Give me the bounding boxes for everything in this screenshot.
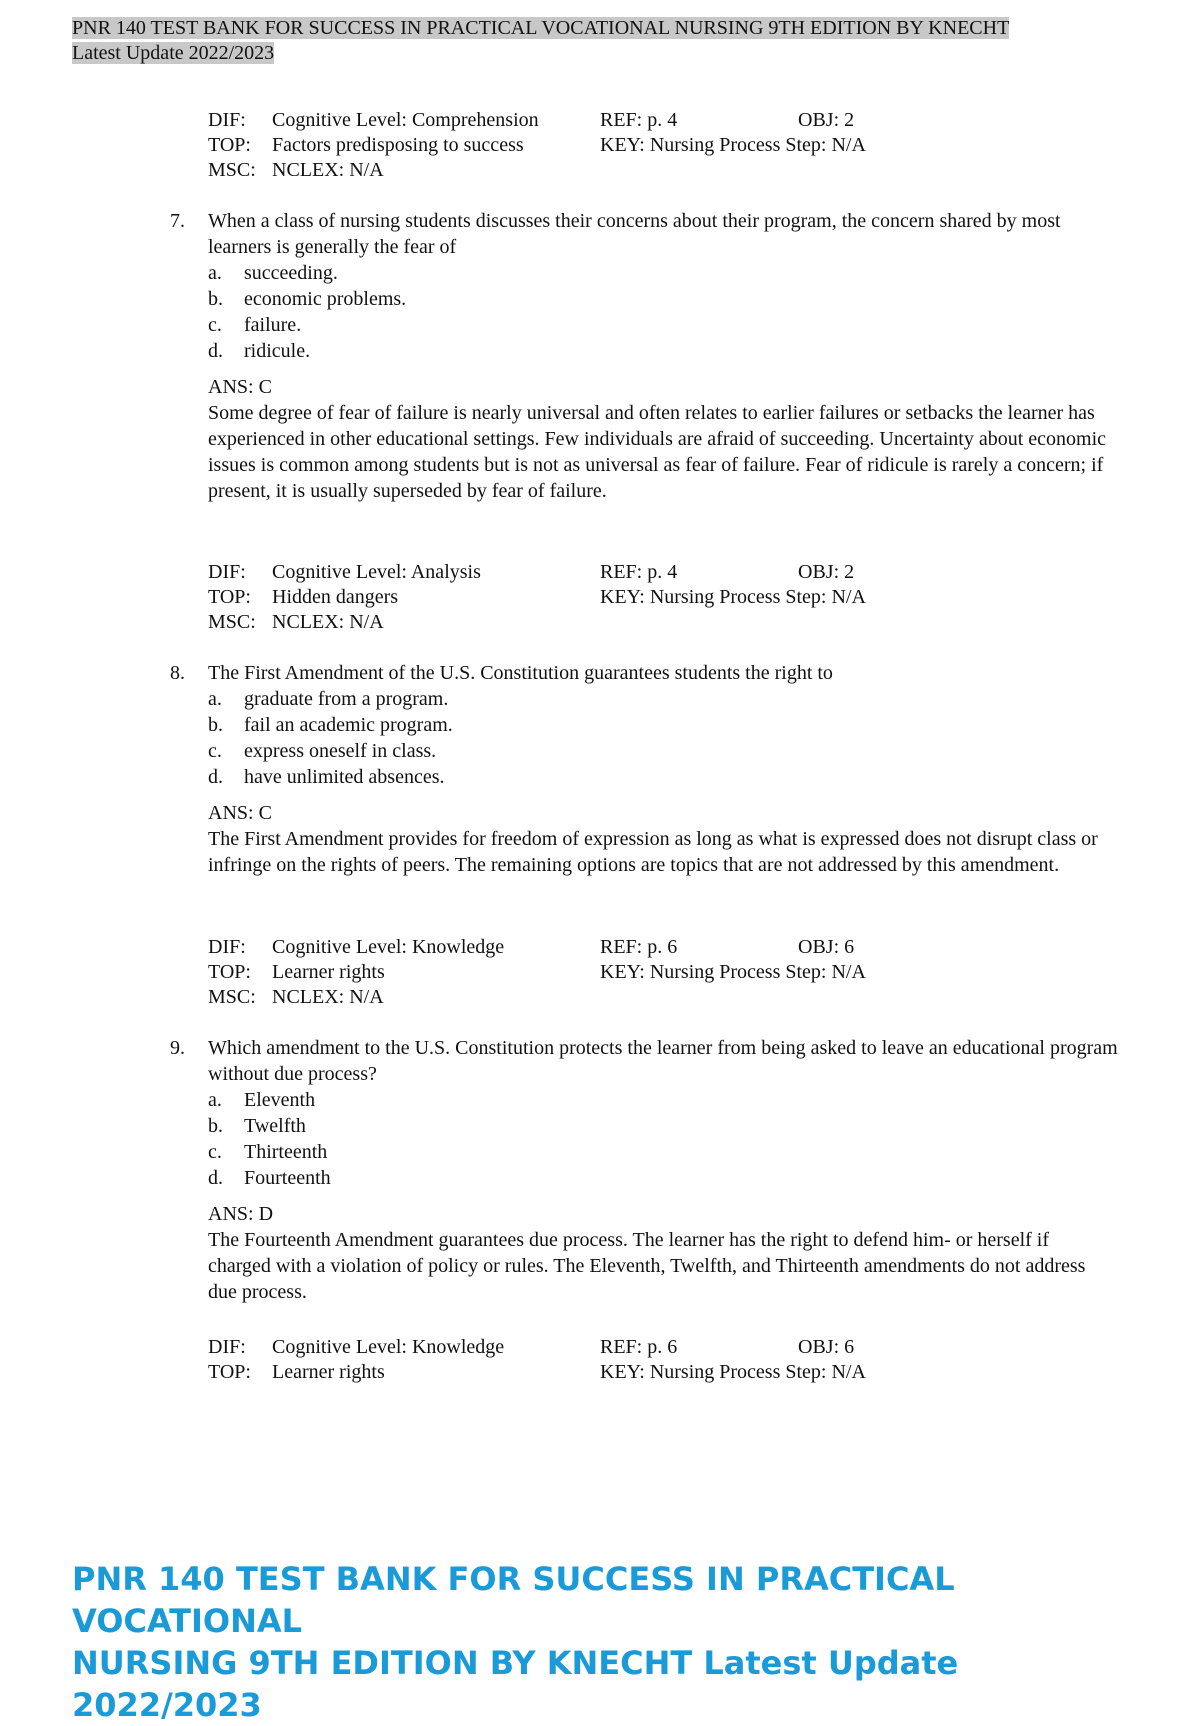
- option-c: [208, 738, 1120, 764]
- option-letter: a.: [208, 1089, 222, 1111]
- dif-value: Cognitive Level: Analysis: [272, 561, 481, 583]
- top-label: TOP:: [208, 961, 251, 983]
- option-text: express oneself in class.: [244, 740, 437, 762]
- dif-label: DIF:: [208, 109, 246, 131]
- option-letter: d.: [208, 766, 223, 788]
- option-text: Fourteenth: [244, 1167, 331, 1189]
- top-label: TOP:: [208, 586, 251, 608]
- ref-value: REF: p. 4: [600, 561, 678, 583]
- ref-value: REF: p. 6: [600, 936, 678, 958]
- answer-key: ANS: C: [208, 376, 272, 398]
- key-value: KEY: Nursing Process Step: N/A: [600, 961, 866, 983]
- obj-value: OBJ: 2: [798, 109, 855, 131]
- key-value: KEY: Nursing Process Step: N/A: [600, 1361, 866, 1383]
- option-list: [170, 1087, 1120, 1191]
- option-letter: c.: [208, 1141, 222, 1163]
- obj-value: OBJ: 2: [798, 561, 855, 583]
- question-8: [170, 660, 1120, 878]
- top-label: TOP:: [208, 134, 251, 156]
- option-text: ridicule.: [244, 340, 311, 362]
- option-letter: d.: [208, 1167, 223, 1189]
- question-number: 9.: [170, 1037, 185, 1059]
- option-d: [208, 1165, 1120, 1191]
- option-text: failure.: [244, 314, 302, 336]
- option-b: [208, 712, 1120, 738]
- option-letter: a.: [208, 688, 222, 710]
- question-7: [170, 208, 1120, 504]
- question-stem: [170, 1035, 1120, 1087]
- option-text: succeeding.: [244, 262, 338, 284]
- dif-value: Cognitive Level: Knowledge: [272, 936, 505, 958]
- obj-value: OBJ: 6: [798, 1336, 855, 1358]
- obj-value: OBJ: 6: [798, 936, 855, 958]
- top-label: TOP:: [208, 1361, 251, 1383]
- top-value: Learner rights: [272, 961, 385, 983]
- key-value: KEY: Nursing Process Step: N/A: [600, 586, 866, 608]
- option-letter: b.: [208, 1115, 223, 1137]
- footer-banner-line-2: NURSING 9TH EDITION BY KNECHT Latest Update 2022/2023: [72, 1644, 959, 1724]
- option-letter: c.: [208, 314, 222, 336]
- rationale-text: The First Amendment provides for freedom of expression as long as what is expressed does not disrupt class or infringe on the rights of peers. The remaining options are topics that are not addressed by this amendment.: [208, 828, 1098, 876]
- option-a: [208, 260, 1120, 286]
- dif-value: Cognitive Level: Comprehension: [272, 109, 539, 131]
- ref-value: REF: p. 4: [600, 109, 678, 131]
- option-d: [208, 338, 1120, 364]
- option-letter: b.: [208, 288, 223, 310]
- option-text: Eleventh: [244, 1089, 316, 1111]
- option-b: [208, 286, 1120, 312]
- msc-value: NCLEX: N/A: [272, 159, 384, 181]
- top-value: Hidden dangers: [272, 586, 399, 608]
- dif-value: Cognitive Level: Knowledge: [272, 1336, 505, 1358]
- option-text: Thirteenth: [244, 1141, 328, 1163]
- option-letter: c.: [208, 740, 222, 762]
- msc-label: MSC:: [208, 159, 256, 181]
- option-c: [208, 312, 1120, 338]
- option-a: [208, 686, 1120, 712]
- rationale-text: Some degree of fear of failure is nearly universal and often relates to earlier failures or setbacks the learner has experienced in other educational settings. Few individuals are afraid of succeeding. Uncertainty about economic issues is common among students but is not as universal as fear of failure. Fear of ridicule is rarely a concern; if present, it is usually superseded by fear of failure.: [208, 402, 1107, 502]
- option-c: [208, 1139, 1120, 1165]
- option-text: graduate from a program.: [244, 688, 449, 710]
- msc-label: MSC:: [208, 986, 256, 1008]
- option-letter: d.: [208, 340, 223, 362]
- option-text: economic problems.: [244, 288, 407, 310]
- question-text: The First Amendment of the U.S. Constitution guarantees students the right to: [208, 662, 833, 684]
- question-9: [170, 1035, 1120, 1305]
- option-a: [208, 1087, 1120, 1113]
- question-number: 8.: [170, 662, 185, 684]
- dif-label: DIF:: [208, 936, 246, 958]
- msc-label: MSC:: [208, 611, 256, 633]
- rationale-text: The Fourteenth Amendment guarantees due process. The learner has the right to defend him- or herself if charged with a violation of policy or rules. The Eleventh, Twelfth, and Thirteenth amendments do not address due process.: [208, 1229, 1086, 1303]
- dif-label: DIF:: [208, 1336, 246, 1358]
- page-header: [72, 16, 1122, 66]
- key-value: KEY: Nursing Process Step: N/A: [600, 134, 866, 156]
- msc-value: NCLEX: N/A: [272, 986, 384, 1008]
- option-d: [208, 764, 1120, 790]
- ref-value: REF: p. 6: [600, 1336, 678, 1358]
- top-value: Learner rights: [272, 1361, 385, 1383]
- option-b: [208, 1113, 1120, 1139]
- dif-label: DIF:: [208, 561, 246, 583]
- question-stem: [170, 660, 1120, 686]
- option-text: fail an academic program.: [244, 714, 453, 736]
- option-list: [170, 260, 1120, 364]
- option-text: Twelfth: [244, 1115, 306, 1137]
- question-stem: [170, 208, 1120, 260]
- footer-banner-line-1: PNR 140 TEST BANK FOR SUCCESS IN PRACTICAL VOCATIONAL: [72, 1560, 955, 1640]
- option-list: [170, 686, 1120, 790]
- question-text: When a class of nursing students discusses their concerns about their program, the concern shared by most learners is generally the fear of: [208, 210, 1061, 258]
- option-letter: a.: [208, 262, 222, 284]
- question-text: Which amendment to the U.S. Constitution protects the learner from being asked to leave an educational program without due process?: [208, 1037, 1118, 1085]
- header-subtitle: Latest Update 2022/2023: [72, 42, 275, 64]
- option-letter: b.: [208, 714, 223, 736]
- answer-key: ANS: D: [208, 1203, 274, 1225]
- header-title: PNR 140 TEST BANK FOR SUCCESS IN PRACTICAL VOCATIONAL NURSING 9TH EDITION BY KNECHT: [72, 17, 1010, 39]
- top-value: Factors predisposing to success: [272, 134, 524, 156]
- msc-value: NCLEX: N/A: [272, 611, 384, 633]
- answer-key: ANS: C: [208, 802, 272, 824]
- option-text: have unlimited absences.: [244, 766, 445, 788]
- question-number: 7.: [170, 210, 185, 232]
- footer-banner: [72, 1558, 1132, 1726]
